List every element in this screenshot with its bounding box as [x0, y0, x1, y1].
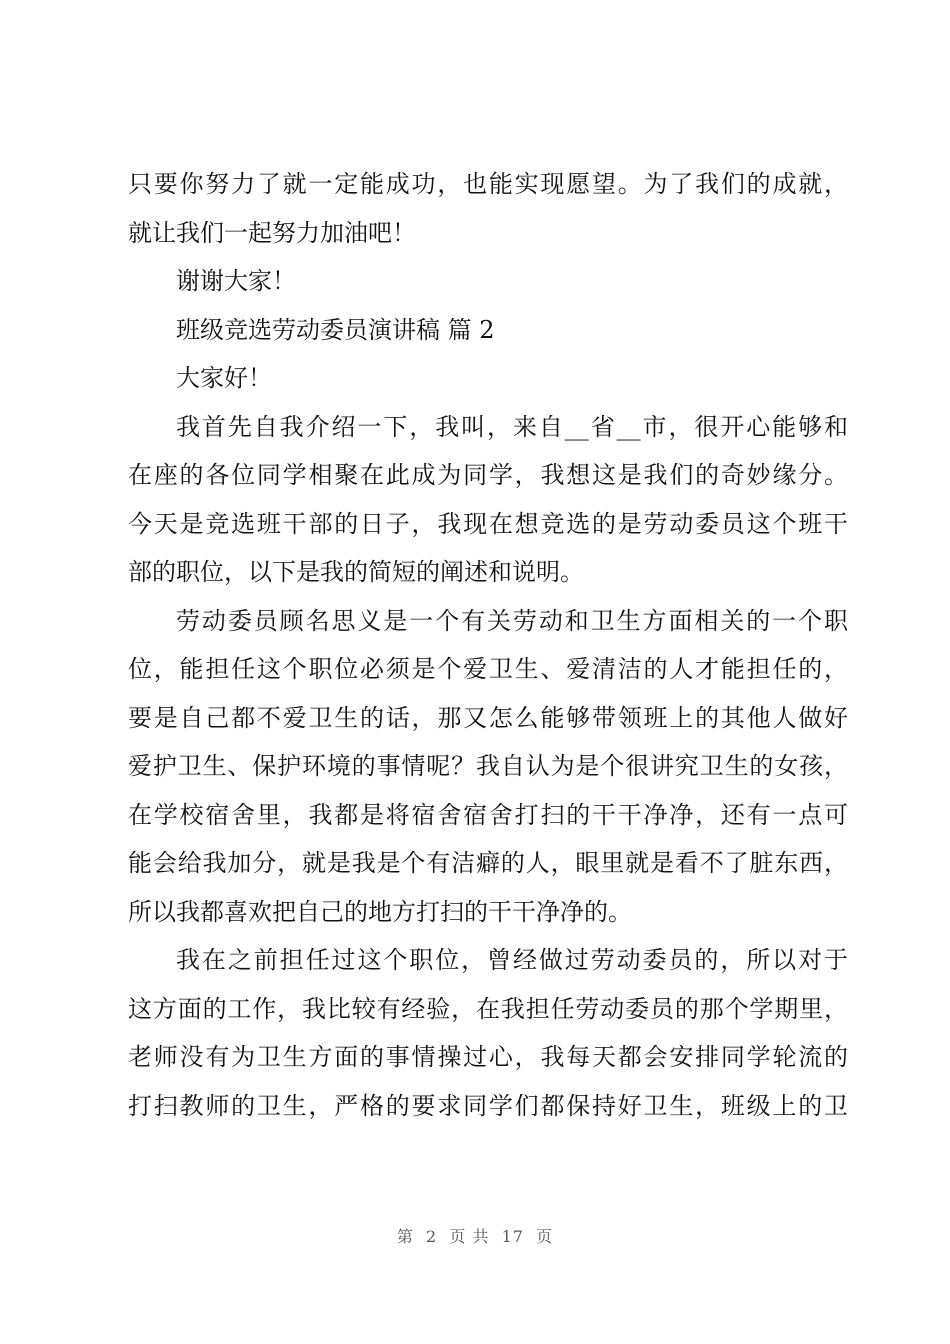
text-line: 位，能担任这个职位必须是个爱卫生、爱清洁的人才能担任的，	[128, 655, 848, 683]
text-line: 就让我们一起努力加油吧！	[128, 218, 416, 247]
text-line: 要是自己都不爱卫生的话，那又怎么能够带领班上的其他人做好	[128, 703, 848, 732]
text-line: 打扫教师的卫生，严格的要求同学们都保持好卫生，班级上的卫	[128, 1091, 848, 1120]
text-line: 大家好！	[176, 364, 272, 392]
text-line: 在座的各位同学相聚在此成为同学，我想这是我们的奇妙缘分。	[128, 461, 848, 489]
text-line: 我在之前担任过这个职位，曾经做过劳动委员的，所以对于	[176, 946, 848, 974]
text-line: 劳动委员顾名思义是一个有关劳动和卫生方面相关的一个职	[176, 606, 848, 635]
text-line: 班级竞选劳动委员演讲稿 篇 2	[176, 315, 495, 344]
text-line: 部的职位，以下是我的简短的阐述和说明。	[128, 558, 584, 586]
page-number-label: 第 2 页 共 17 页	[396, 1227, 554, 1246]
text-line: 在学校宿舍里，我都是将宿舍宿舍打扫的干干净净，还有一点可	[128, 800, 848, 829]
text-line: 我首先自我介绍一下，我叫，来自__省__市，很开心能够和	[176, 412, 848, 441]
text-line: 能会给我加分，就是我是个有洁癖的人，眼里就是看不了脏东西，	[128, 849, 848, 877]
text-line: 所以我都喜欢把自己的地方打扫的干干净净的。	[128, 897, 632, 926]
text-line: 老师没有为卫生方面的事情操过心，我每天都会安排同学轮流的	[128, 1043, 848, 1071]
document-body	[128, 160, 848, 1130]
page-footer	[0, 1224, 950, 1247]
text-line: 爱护卫生、保护环境的事情呢？我自认为是个很讲究卫生的女孩，	[128, 752, 848, 780]
text-line: 只要你努力了就一定能成功，也能实现愿望。为了我们的成就，	[128, 170, 848, 198]
text-line: 谢谢大家！	[176, 267, 296, 295]
text-line: 这方面的工作，我比较有经验，在我担任劳动委员的那个学期里，	[128, 994, 848, 1023]
text-line: 今天是竞选班干部的日子，我现在想竞选的是劳动委员这个班干	[128, 509, 848, 538]
